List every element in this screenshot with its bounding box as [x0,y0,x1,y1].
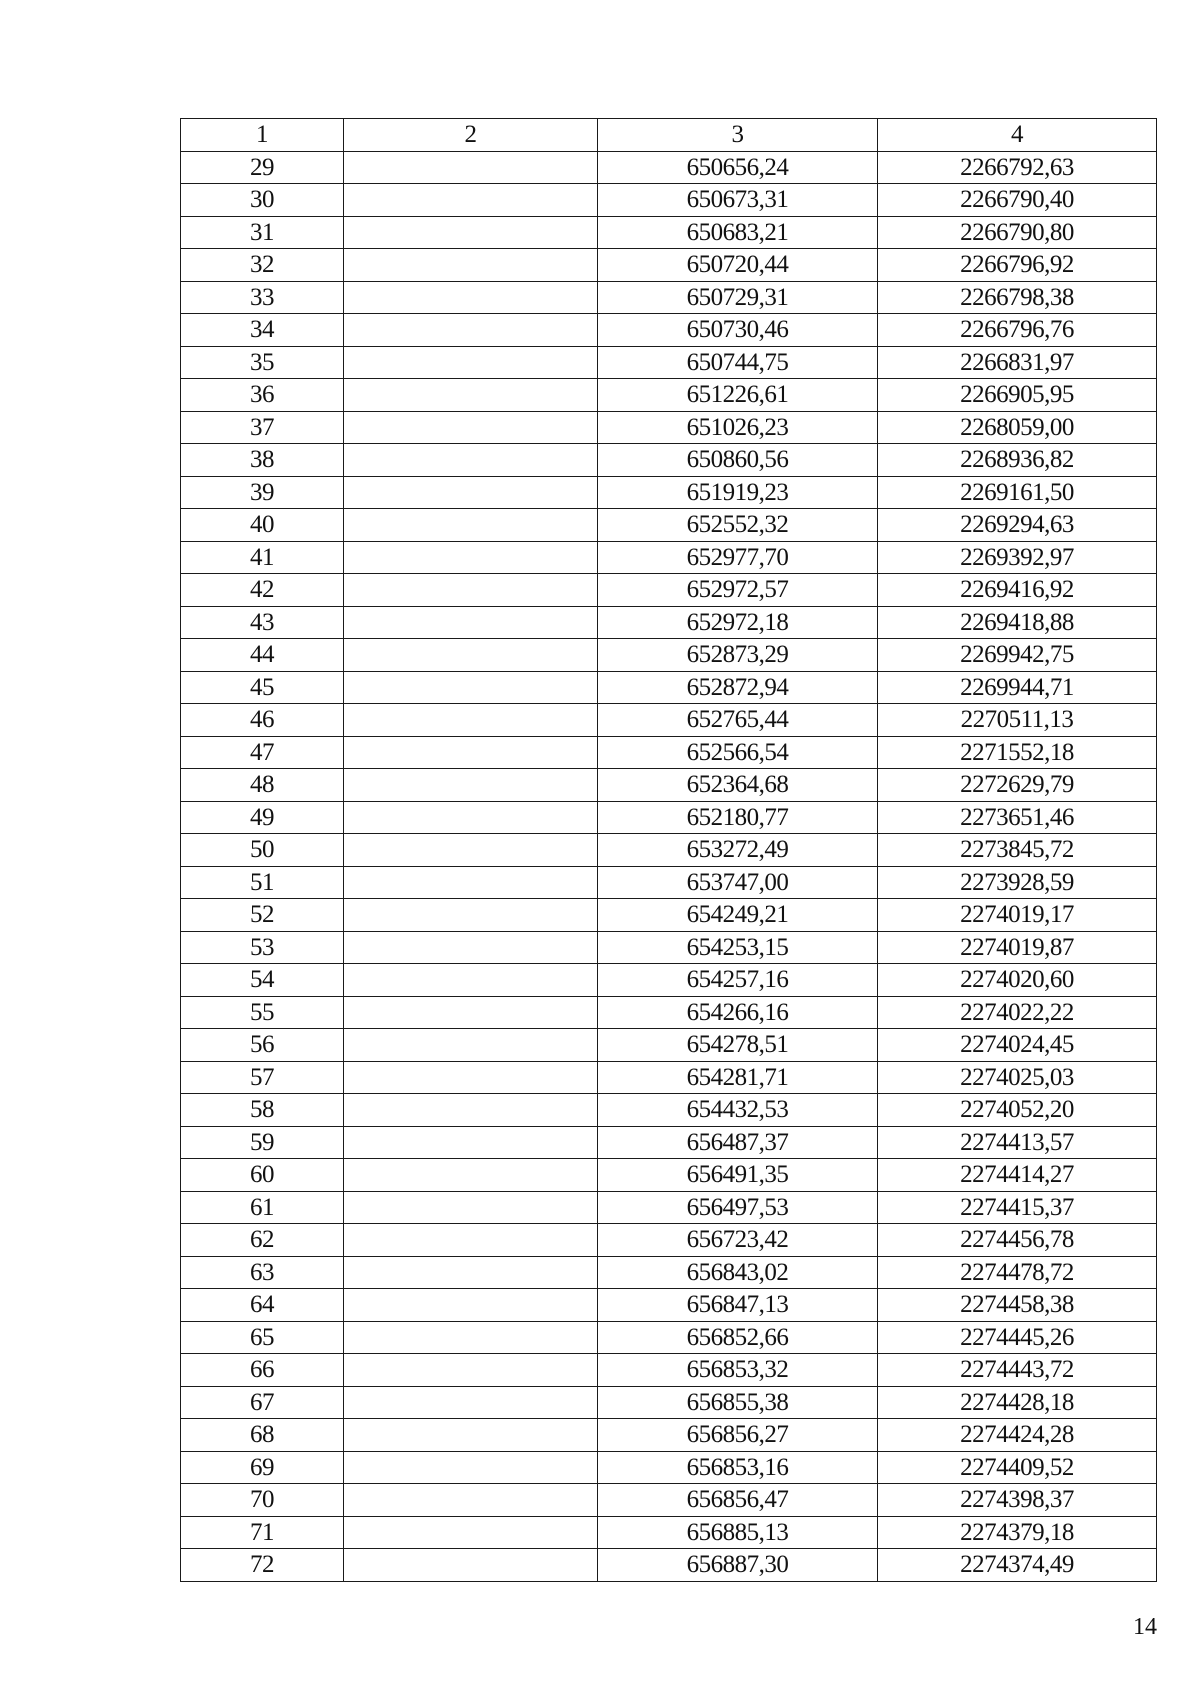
cell-point-number: 35 [181,346,344,379]
cell-y-coordinate: 2274443,72 [878,1354,1157,1387]
cell-name [344,736,598,769]
cell-name [344,606,598,639]
cell-x-coordinate: 656491,35 [598,1159,878,1192]
cell-y-coordinate: 2274456,78 [878,1224,1157,1257]
cell-y-coordinate: 2274478,72 [878,1256,1157,1289]
cell-point-number: 39 [181,476,344,509]
cell-point-number: 49 [181,801,344,834]
cell-x-coordinate: 650744,75 [598,346,878,379]
coordinates-table [180,118,1157,1582]
cell-x-coordinate: 650673,31 [598,184,878,217]
cell-y-coordinate: 2274022,22 [878,996,1157,1029]
table-row [181,1029,1157,1062]
cell-name [344,574,598,607]
cell-x-coordinate: 656843,02 [598,1256,878,1289]
cell-name [344,509,598,542]
cell-point-number: 48 [181,769,344,802]
cell-x-coordinate: 652566,54 [598,736,878,769]
cell-point-number: 60 [181,1159,344,1192]
cell-point-number: 42 [181,574,344,607]
table-row [181,216,1157,249]
cell-y-coordinate: 2266796,92 [878,249,1157,282]
cell-point-number: 45 [181,671,344,704]
table-row [181,736,1157,769]
table-row [181,1191,1157,1224]
cell-name [344,1094,598,1127]
cell-name [344,1484,598,1517]
cell-x-coordinate: 651919,23 [598,476,878,509]
table-row [181,834,1157,867]
cell-y-coordinate: 2274428,18 [878,1386,1157,1419]
cell-y-coordinate: 2274019,87 [878,931,1157,964]
cell-y-coordinate: 2273845,72 [878,834,1157,867]
cell-y-coordinate: 2272629,79 [878,769,1157,802]
table-row [181,1256,1157,1289]
cell-x-coordinate: 652552,32 [598,509,878,542]
cell-y-coordinate: 2274374,49 [878,1549,1157,1582]
cell-y-coordinate: 2266790,80 [878,216,1157,249]
cell-name [344,346,598,379]
cell-x-coordinate: 656852,66 [598,1321,878,1354]
cell-x-coordinate: 650720,44 [598,249,878,282]
table-row [181,964,1157,997]
cell-x-coordinate: 650656,24 [598,151,878,184]
table-row [181,1094,1157,1127]
cell-point-number: 43 [181,606,344,639]
cell-point-number: 65 [181,1321,344,1354]
cell-y-coordinate: 2266792,63 [878,151,1157,184]
table-row [181,411,1157,444]
table-row [181,671,1157,704]
cell-y-coordinate: 2268936,82 [878,444,1157,477]
cell-point-number: 57 [181,1061,344,1094]
cell-name [344,769,598,802]
cell-x-coordinate: 656856,47 [598,1484,878,1517]
cell-point-number: 61 [181,1191,344,1224]
cell-x-coordinate: 656847,13 [598,1289,878,1322]
cell-name [344,541,598,574]
cell-point-number: 72 [181,1549,344,1582]
cell-x-coordinate: 656497,53 [598,1191,878,1224]
cell-name [344,899,598,932]
cell-point-number: 56 [181,1029,344,1062]
cell-point-number: 55 [181,996,344,1029]
cell-point-number: 62 [181,1224,344,1257]
cell-y-coordinate: 2266798,38 [878,281,1157,314]
cell-y-coordinate: 2274024,45 [878,1029,1157,1062]
cell-name [344,639,598,672]
cell-y-coordinate: 2274458,38 [878,1289,1157,1322]
cell-point-number: 46 [181,704,344,737]
cell-x-coordinate: 653272,49 [598,834,878,867]
table-row [181,1516,1157,1549]
cell-point-number: 70 [181,1484,344,1517]
cell-name [344,216,598,249]
cell-point-number: 52 [181,899,344,932]
cell-name [344,704,598,737]
cell-name [344,1061,598,1094]
header-cell-point-number: 1 [181,119,344,152]
table-row [181,931,1157,964]
cell-y-coordinate: 2274415,37 [878,1191,1157,1224]
cell-point-number: 40 [181,509,344,542]
cell-point-number: 58 [181,1094,344,1127]
cell-point-number: 36 [181,379,344,412]
cell-name [344,931,598,964]
cell-x-coordinate: 652972,57 [598,574,878,607]
cell-x-coordinate: 652765,44 [598,704,878,737]
table-row [181,444,1157,477]
table-row [181,314,1157,347]
cell-x-coordinate: 656885,13 [598,1516,878,1549]
cell-y-coordinate: 2274025,03 [878,1061,1157,1094]
cell-x-coordinate: 650683,21 [598,216,878,249]
cell-name [344,1289,598,1322]
cell-x-coordinate: 654249,21 [598,899,878,932]
cell-point-number: 29 [181,151,344,184]
table-row [181,151,1157,184]
cell-point-number: 41 [181,541,344,574]
cell-point-number: 47 [181,736,344,769]
cell-x-coordinate: 656887,30 [598,1549,878,1582]
cell-name [344,476,598,509]
cell-y-coordinate: 2274445,26 [878,1321,1157,1354]
cell-y-coordinate: 2274409,52 [878,1451,1157,1484]
cell-x-coordinate: 650730,46 [598,314,878,347]
cell-x-coordinate: 653747,00 [598,866,878,899]
cell-name [344,314,598,347]
cell-point-number: 64 [181,1289,344,1322]
cell-y-coordinate: 2269416,92 [878,574,1157,607]
cell-x-coordinate: 651026,23 [598,411,878,444]
cell-point-number: 54 [181,964,344,997]
cell-y-coordinate: 2273928,59 [878,866,1157,899]
cell-y-coordinate: 2269161,50 [878,476,1157,509]
cell-point-number: 63 [181,1256,344,1289]
cell-y-coordinate: 2274379,18 [878,1516,1157,1549]
cell-name [344,964,598,997]
cell-point-number: 31 [181,216,344,249]
cell-point-number: 34 [181,314,344,347]
table-row [181,1289,1157,1322]
table-row [181,541,1157,574]
cell-x-coordinate: 652364,68 [598,769,878,802]
cell-point-number: 50 [181,834,344,867]
table-row [181,866,1157,899]
page-number: 14 [1133,1614,1157,1640]
cell-y-coordinate: 2269418,88 [878,606,1157,639]
cell-point-number: 67 [181,1386,344,1419]
cell-name [344,411,598,444]
header-cell-name: 2 [344,119,598,152]
table-row [181,1484,1157,1517]
cell-name [344,1256,598,1289]
table-row [181,899,1157,932]
cell-name [344,671,598,704]
table-row [181,1126,1157,1159]
table-row [181,346,1157,379]
cell-name [344,1029,598,1062]
cell-y-coordinate: 2269294,63 [878,509,1157,542]
cell-point-number: 59 [181,1126,344,1159]
cell-name [344,1126,598,1159]
cell-x-coordinate: 656853,32 [598,1354,878,1387]
cell-point-number: 68 [181,1419,344,1452]
cell-name [344,281,598,314]
cell-y-coordinate: 2274424,28 [878,1419,1157,1452]
table-row [181,1061,1157,1094]
cell-name [344,1224,598,1257]
cell-name [344,1191,598,1224]
cell-point-number: 33 [181,281,344,314]
cell-x-coordinate: 654281,71 [598,1061,878,1094]
cell-name [344,1386,598,1419]
cell-point-number: 71 [181,1516,344,1549]
cell-point-number: 38 [181,444,344,477]
cell-name [344,1321,598,1354]
table-row [181,379,1157,412]
table-row [181,1321,1157,1354]
cell-x-coordinate: 652977,70 [598,541,878,574]
cell-x-coordinate: 654432,53 [598,1094,878,1127]
cell-x-coordinate: 654278,51 [598,1029,878,1062]
cell-name [344,834,598,867]
cell-name [344,151,598,184]
cell-x-coordinate: 652972,18 [598,606,878,639]
cell-y-coordinate: 2269942,75 [878,639,1157,672]
cell-x-coordinate: 651226,61 [598,379,878,412]
cell-point-number: 51 [181,866,344,899]
cell-x-coordinate: 654257,16 [598,964,878,997]
cell-point-number: 53 [181,931,344,964]
table-row [181,509,1157,542]
cell-name [344,1516,598,1549]
cell-y-coordinate: 2274019,17 [878,899,1157,932]
cell-name [344,444,598,477]
cell-x-coordinate: 656853,16 [598,1451,878,1484]
table-row [181,639,1157,672]
cell-y-coordinate: 2266796,76 [878,314,1157,347]
cell-x-coordinate: 654253,15 [598,931,878,964]
cell-x-coordinate: 650729,31 [598,281,878,314]
table-row [181,1159,1157,1192]
cell-name [344,249,598,282]
table-row [181,1419,1157,1452]
cell-point-number: 66 [181,1354,344,1387]
cell-x-coordinate: 656723,42 [598,1224,878,1257]
cell-y-coordinate: 2274414,27 [878,1159,1157,1192]
cell-point-number: 37 [181,411,344,444]
cell-y-coordinate: 2266905,95 [878,379,1157,412]
cell-y-coordinate: 2274398,37 [878,1484,1157,1517]
table-row [181,249,1157,282]
header-cell-y-coordinate: 4 [878,119,1157,152]
cell-y-coordinate: 2266831,97 [878,346,1157,379]
table-row [181,1451,1157,1484]
table-row [181,704,1157,737]
table-row [181,574,1157,607]
cell-x-coordinate: 656855,38 [598,1386,878,1419]
cell-name [344,1354,598,1387]
cell-y-coordinate: 2274413,57 [878,1126,1157,1159]
cell-name [344,1159,598,1192]
table-row [181,996,1157,1029]
table-row [181,769,1157,802]
table-row [181,1354,1157,1387]
table-row [181,281,1157,314]
cell-x-coordinate: 652872,94 [598,671,878,704]
cell-point-number: 69 [181,1451,344,1484]
table-row [181,476,1157,509]
cell-y-coordinate: 2269944,71 [878,671,1157,704]
cell-x-coordinate: 650860,56 [598,444,878,477]
cell-name [344,184,598,217]
table-header-row [181,119,1157,152]
table-body [181,151,1157,1581]
cell-y-coordinate: 2274020,60 [878,964,1157,997]
table-row [181,1386,1157,1419]
cell-point-number: 30 [181,184,344,217]
cell-y-coordinate: 2266790,40 [878,184,1157,217]
cell-name [344,379,598,412]
table-row [181,1224,1157,1257]
table-row [181,801,1157,834]
cell-name [344,801,598,834]
table-row [181,184,1157,217]
header-cell-x-coordinate: 3 [598,119,878,152]
cell-name [344,866,598,899]
cell-x-coordinate: 656487,37 [598,1126,878,1159]
cell-x-coordinate: 652180,77 [598,801,878,834]
table-row [181,1549,1157,1582]
cell-x-coordinate: 654266,16 [598,996,878,1029]
cell-name [344,1419,598,1452]
cell-name [344,1549,598,1582]
cell-name [344,996,598,1029]
cell-y-coordinate: 2268059,00 [878,411,1157,444]
cell-y-coordinate: 2269392,97 [878,541,1157,574]
cell-name [344,1451,598,1484]
cell-x-coordinate: 656856,27 [598,1419,878,1452]
cell-y-coordinate: 2270511,13 [878,704,1157,737]
table-row [181,606,1157,639]
cell-point-number: 32 [181,249,344,282]
cell-y-coordinate: 2274052,20 [878,1094,1157,1127]
cell-point-number: 44 [181,639,344,672]
cell-y-coordinate: 2271552,18 [878,736,1157,769]
cell-x-coordinate: 652873,29 [598,639,878,672]
cell-y-coordinate: 2273651,46 [878,801,1157,834]
